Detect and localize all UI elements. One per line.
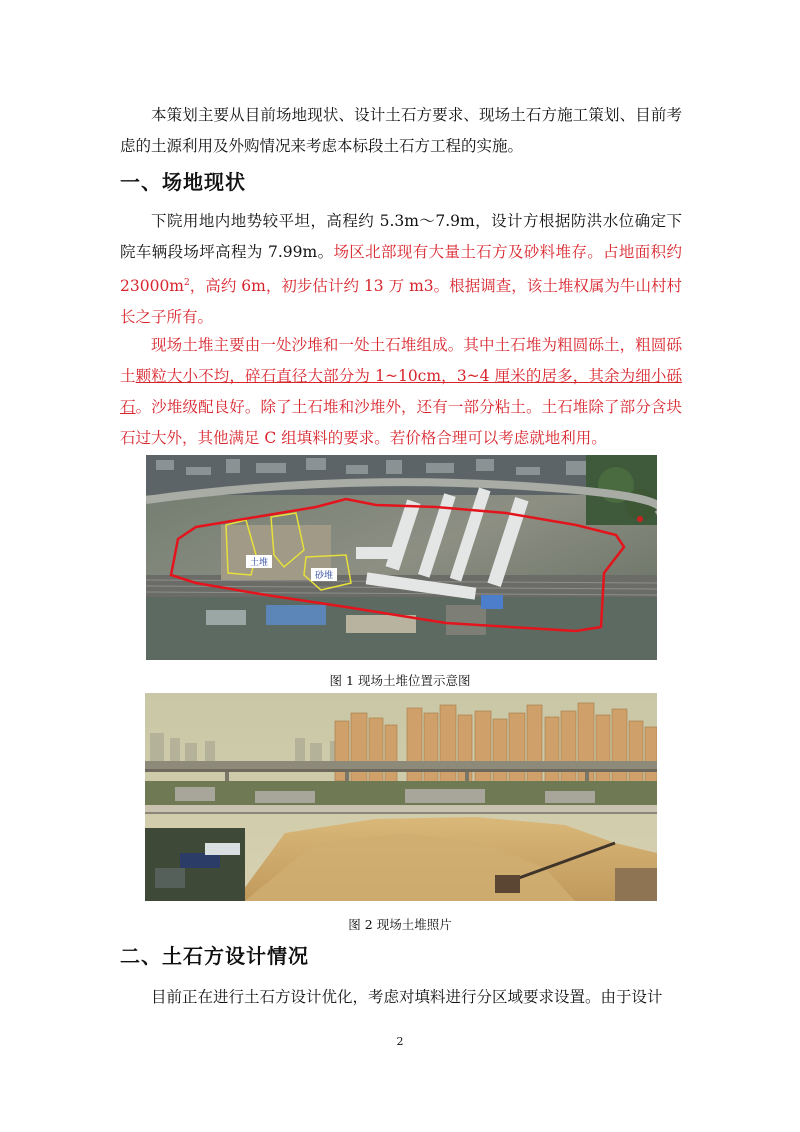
intro-text: 本策划主要从目前场地现状、设计土石方要求、现场土石方施工策划、目前考虑的土源利用及外购情况来考虑本标段土石方工程的实施。 xyxy=(120,106,682,155)
section2-paragraph-1 xyxy=(120,982,682,1013)
site-photo-graphic xyxy=(145,693,657,901)
figure1-aerial-map xyxy=(146,455,657,660)
section1-heading: 一、场地现状 xyxy=(120,170,246,194)
label-sand-pile: 砂堆 xyxy=(314,571,334,581)
p1-black-text: 下院用地内地势较平坦，高程约 5.3m～7.9m，设计方根据防洪水位确定下院车辆段场坪高程为 7.99m。 xyxy=(120,212,682,261)
section1-paragraph-2 xyxy=(120,330,682,454)
page-number: 2 xyxy=(396,1035,404,1048)
label-soil-pile: 土堆 xyxy=(249,558,269,568)
p2-red-text-b: 。沙堆级配良好。除了土石堆和沙堆外，还有一部分粘土。土石堆除了部分含块石过大外，其他满足 C 组填料的要求。若价格合理可以考虑就地利用。 xyxy=(120,398,682,447)
p2-red-text-a: 现场土堆主要由一处沙堆和一处土石堆组成。其中土石堆为粗圆砾土，粗圆砾土 xyxy=(120,336,682,385)
section1-paragraph-1 xyxy=(120,206,682,333)
section2-p1-text: 目前正在进行土石方设计优化，考虑对填料进行分区域要求设置。由于设计 xyxy=(151,988,663,1006)
p1-red-text-b: ，高约 6m，初步估计约 13 万 m3。根据调查，该土堆权属为牛山村村长之子所有。 xyxy=(120,277,682,327)
intro-paragraph xyxy=(120,100,682,162)
p1-red-text-a: 场区北部现有大量土石方及砂料堆存。占地面积约 23000m xyxy=(120,243,682,296)
section2-heading: 二、土石方设计情况 xyxy=(120,944,309,968)
p2-underlined-text: 颗粒大小不均，碎石直径大部分为 1~10cm，3~4 厘米的居多，其余为细小砾石 xyxy=(120,367,682,416)
figure2-site-photo xyxy=(145,693,657,901)
figure1-caption: 图 1 现场土堆位置示意图 xyxy=(329,673,471,688)
aerial-map-graphic xyxy=(146,455,657,660)
p1-superscript: 2 xyxy=(184,278,190,288)
figure2-caption: 图 2 现场土堆照片 xyxy=(348,917,452,932)
